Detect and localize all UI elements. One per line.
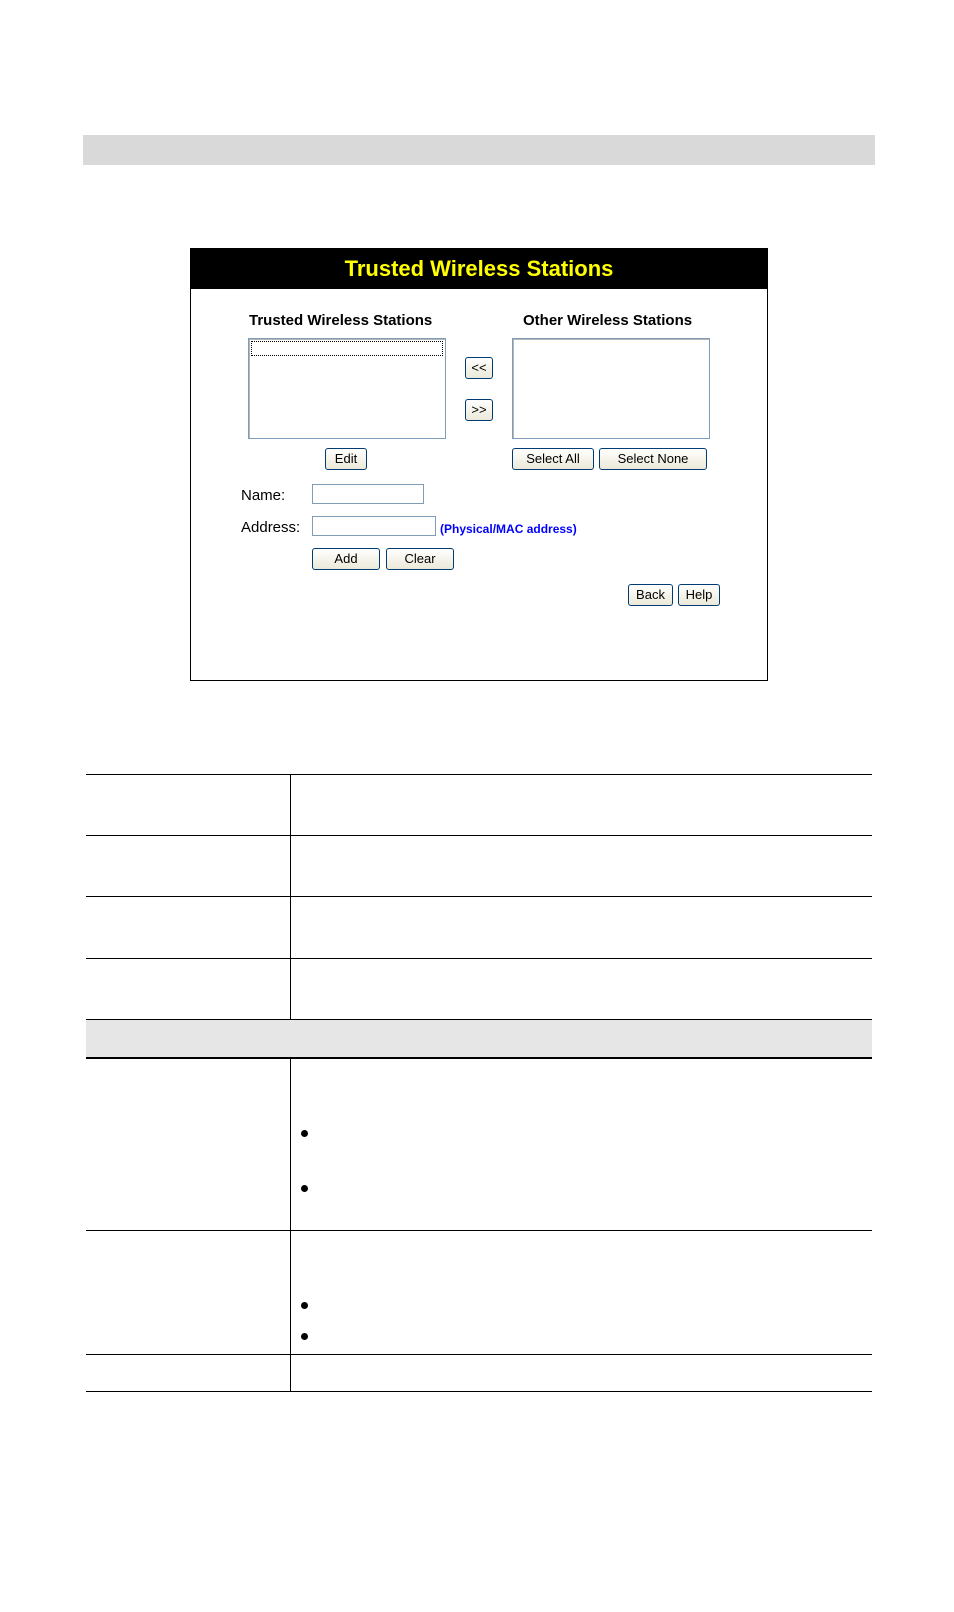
other-list-header: Other Wireless Stations <box>523 312 693 329</box>
name-label: Name: <box>241 487 286 504</box>
add-button[interactable]: Add <box>312 548 380 570</box>
table-rule <box>86 1391 872 1392</box>
table-rule <box>86 1354 872 1355</box>
bullet-point <box>301 1302 308 1309</box>
other-stations-list[interactable] <box>512 338 710 439</box>
list-item[interactable] <box>251 341 443 356</box>
back-button[interactable]: Back <box>628 584 673 606</box>
section-header-band <box>83 135 875 165</box>
table-divider <box>290 1059 291 1392</box>
clear-button[interactable]: Clear <box>386 548 454 570</box>
address-label: Address: <box>241 519 301 536</box>
trusted-list-header: Trusted Wireless Stations <box>249 312 433 329</box>
trusted-stations-list[interactable] <box>248 338 446 439</box>
table-rule <box>86 958 872 959</box>
move-to-trusted-button[interactable]: << <box>465 357 493 379</box>
table-divider <box>290 774 291 1020</box>
name-field[interactable] <box>312 484 424 504</box>
table-rule <box>86 774 872 775</box>
address-hint: (Physical/MAC address) <box>440 522 577 536</box>
table-rule <box>86 835 872 836</box>
table-rule <box>86 896 872 897</box>
edit-button[interactable]: Edit <box>325 448 367 470</box>
trusted-stations-panel <box>190 248 768 681</box>
table-group-row <box>86 1020 872 1057</box>
table-rule <box>86 1230 872 1231</box>
table-rule <box>86 1057 872 1059</box>
move-to-other-button[interactable]: >> <box>465 399 493 421</box>
address-field[interactable] <box>312 516 436 536</box>
select-none-button[interactable]: Select None <box>599 448 707 470</box>
bullet-point <box>301 1333 308 1340</box>
help-button[interactable]: Help <box>678 584 720 606</box>
bullet-point <box>301 1130 308 1137</box>
bullet-point <box>301 1185 308 1192</box>
select-all-button[interactable]: Select All <box>512 448 594 470</box>
panel-title: Trusted Wireless Stations <box>191 249 767 289</box>
